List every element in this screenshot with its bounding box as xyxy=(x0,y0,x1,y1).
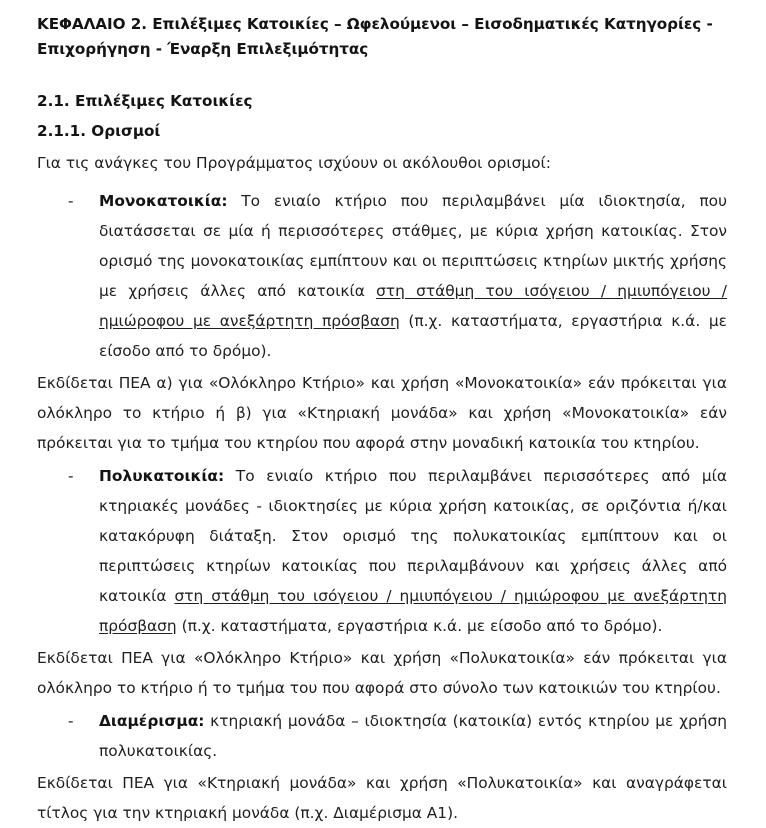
note-paragraph-polykatoikia: Εκδίδεται ΠΕΑ για «Ολόκληρο Κτήριο» και χρήση «Πολυκατοικία» εάν πρόκειται για ολόκληρο το κτήριο ή το τμήμα του που αφορά στο σύνολο των κατοικιών του κτηρίου. xyxy=(37,648,727,697)
definition-text-before: Το ενιαίο κτήριο που περιλαμβάνει μία ιδιοκτησία, που διατάσσεται σε μία ή περισσότερες στάθμες, με κύρια χρήση κατοικίας. Στον ορισμό της μονοκατοικίας εμπίπτουν και οι περιπτώσεις κτηρίων μικτής χρήσης με χρήσεις άλλες από κατοικία xyxy=(99,191,727,300)
definition-term: Πολυκατοικία: xyxy=(99,466,225,485)
definition-term: Μονοκατοικία: xyxy=(99,191,228,210)
spacer xyxy=(37,113,727,120)
definition-item-diamerisma xyxy=(68,706,727,766)
definition-underlined-text: στη στάθμη του ισόγειου / ημιυπόγειου / ημιώροφου με ανεξάρτητη πρόσβαση xyxy=(99,281,727,330)
intro-paragraph: Για τις ανάγκες του Προγράμματος ισχύουν οι ακόλουθοι ορισμοί: xyxy=(37,153,551,172)
definition-item-polykatoikia xyxy=(68,461,727,641)
definition-item-monokatoikia xyxy=(68,186,727,366)
definition-text-before: κτηριακή μονάδα – ιδιοκτησία (κατοικία) εντός κτηρίου με χρήση πολυκατοικίας. xyxy=(99,711,727,760)
spacer xyxy=(37,178,727,186)
bullet-dash-icon: - xyxy=(68,711,74,730)
definition-text-after: (π.χ. καταστήματα, εργαστήρια κ.ά. με είσοδο από το δρόμο). xyxy=(176,616,663,635)
bullet-dash-icon: - xyxy=(68,466,74,485)
subsection-heading-2-1-1: 2.1.1. Ορισμοί xyxy=(37,122,161,141)
bullet-dash-icon: - xyxy=(68,191,74,210)
note-paragraph-diamerisma: Εκδίδεται ΠΕΑ για «Κτηριακή μονάδα» και χρήση «Πολυκατοικία» και αναγράφεται τίτλος για την κτηριακή μονάδα (π.χ. Διαμέρισμα Α1). xyxy=(37,773,727,822)
definition-term: Διαμέρισμα: xyxy=(99,711,205,730)
page-title: ΚΕΦΑΛΑΙΟ 2. Επιλέξιμες Κατοικίες – Ωφελούμενοι – Εισοδηματικές Κατηγορίες - Επιχορήγηση - Έναρξη Επιλεξιμότητας xyxy=(37,15,713,58)
section-heading-2-1: 2.1. Επιλέξιμες Κατοικίες xyxy=(37,92,253,111)
note-paragraph-monokatoikia: Εκδίδεται ΠΕΑ α) για «Ολόκληρο Κτήριο» και χρήση «Μονοκατοικία» εάν πρόκειται για ολόκληρο το κτήριο ή β) για «Κτηριακή μονάδα» και χρήση «Μονοκατοικία» εάν πρόκειται για το τμήμα του κτηρίου που αφορά στην μοναδική κατοικία του κτηρίου. xyxy=(37,373,727,452)
definition-text-after: (π.χ. καταστήματα, εργαστήρια κ.ά. με είσοδο από το δρόμο). xyxy=(99,311,727,360)
spacer xyxy=(37,61,727,90)
definition-underlined-text: στη στάθμη του ισόγειου / ημιυπόγειου / ημιώροφου με ανεξάρτητη πρόσβαση xyxy=(99,586,727,635)
definition-text-before: Το ενιαίο κτήριο που περιλαμβάνει περισσότερες από μία κτηριακές μονάδες - ιδιοκτησίες με κύρια χρήση κατοικίας, σε οριζόντια ή/και κατακόρυφη διάταξη. Στον ορισμό της πολυκατοικίας εμπίπτουν και οι περιπτώσεις κτηρίων κατοικίας που περιλαμβάνουν και χρήσεις άλλες από κατοικία xyxy=(99,466,727,605)
